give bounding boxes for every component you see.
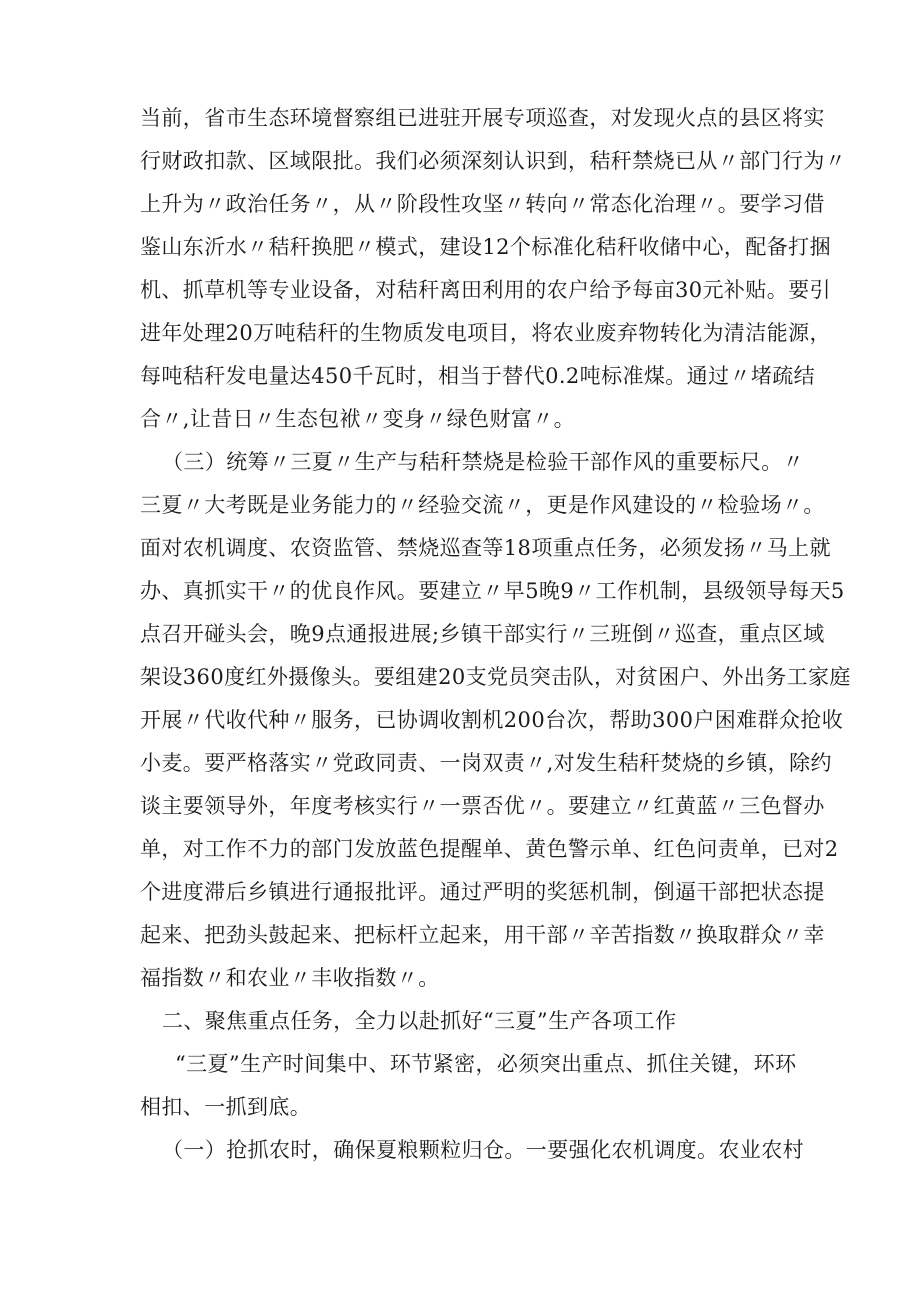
text-line: 办、真抓实干〃的优良作风。要建立〃早5晚9〃工作机制，县级领导每天5 (140, 579, 845, 603)
text-line: 上升为〃政治任务〃，从〃阶段性攻坚〃转向〃常态化治理〃。要学习借 (140, 192, 825, 216)
text-line: 开展〃代收代种〃服务，已协调收割机200台次，帮助300户困难群众抢收 (140, 708, 844, 732)
text-line: 当前，省市生态环境督察组已进驻开展专项巡查，对发现火点的县区将实 (140, 106, 825, 130)
text-line: 面对农机调度、农资监管、禁烧巡查等18项重点任务，必须发扬〃马上就 (140, 536, 831, 560)
text-line: 机、抓草机等专业设备，对秸秆离田利用的农户给予每亩30元补贴。要引 (140, 278, 831, 302)
text-line: 三夏〃大考既是业务能力的〃经验交流〃，更是作风建设的〃检验场〃。 (140, 493, 825, 517)
text-line: 福指数〃和农业〃丰收指数〃。 (140, 966, 440, 990)
text-line: 小麦。要严格落实〃党政同责、一岗双责〃,对发生秸秆焚烧的乡镇，除约 (140, 751, 832, 775)
text-line: 每吨秸秆发电量达450千瓦时，相当于替代0.2吨标准煤。通过〃堵疏结 (140, 364, 816, 388)
text-line: 行财政扣款、区域限批。我们必须深刻认识到，秸秆禁烧已从〃部门行为〃 (140, 149, 847, 173)
text-line: 进年处理20万吨秸秆的生物质发电项目，将农业废弃物转化为清洁能源， (140, 321, 831, 345)
text-line: “三夏”生产时间集中、环节紧密，必须突出重点、抓住关键，环环 (175, 1052, 797, 1076)
section-heading-two: 二、聚焦重点任务，全力以赴抓好“三夏”生产各项工作 (162, 1009, 677, 1033)
subsection-heading-one: （一）抢抓农时，确保夏粮颗粒归仓。一要强化农机调度。农业农村 (162, 1138, 804, 1162)
text-line: 起来、把劲头鼓起来、把标杆立起来，用干部〃辛苦指数〃换取群众〃幸 (140, 923, 825, 947)
text-line: 鉴山东沂水〃秸秆换肥〃模式，建设12个标准化秸秆收储中心，配备打捆 (140, 235, 831, 259)
text-line: 点召开碰头会，晚9点通报进展;乡镇干部实行〃三班倒〃巡查，重点区域 (140, 622, 825, 646)
text-line: 架设360度红外摄像头。要组建20支党员突击队，对贫困户、外出务工家庭 (140, 665, 851, 689)
section-heading-three: （三）统筹〃三夏〃生产与秸秆禁烧是检验干部作风的重要标尺。〃 (162, 450, 804, 474)
text-line: 单，对工作不力的部门发放蓝色提醒单、黄色警示单、红色问责单，已对2 (140, 837, 839, 861)
text-line: 合〃,让昔日〃生态包袱〃变身〃绿色财富〃。 (140, 407, 576, 431)
text-line: 相扣、一抓到底。 (140, 1095, 312, 1119)
text-line: 谈主要领导外，年度考核实行〃一票否优〃。要建立〃红黄蓝〃三色督办 (140, 794, 825, 818)
text-line: 个进度滞后乡镇进行通报批评。通过严明的奖惩机制，倒逼干部把状态提 (140, 880, 825, 904)
